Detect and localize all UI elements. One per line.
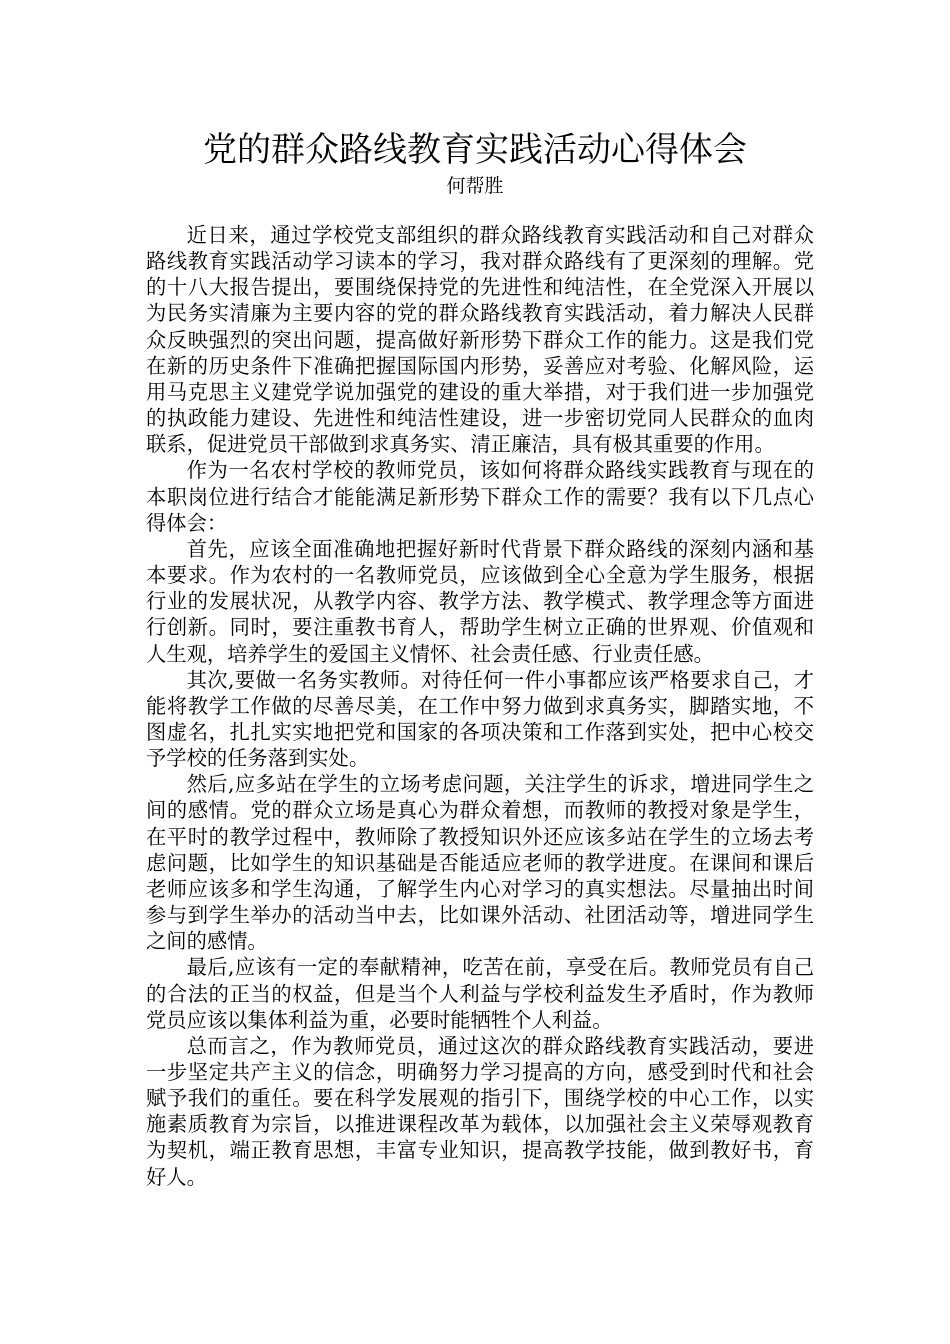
document-title: 党的群众路线教育实践活动心得体会 <box>203 130 747 170</box>
document-body <box>146 222 814 1190</box>
paragraph-fourth-point: 最后,应该有一定的奉献精神，吃苦在前，享受在后。教师党员有自己的合法的正当的权益，但是当个人利益与学校利益发生矛盾时，作为教师党员应该以集体利益为重，必要时能牺牲个人利益。 <box>146 955 814 1032</box>
paragraph-third-point: 然后,应多站在学生的立场考虑问题，关注学生的诉求，增进同学生之间的感情。党的群众立场是真心为群众着想，而教师的教授对象是学生，在平时的教学过程中，教师除了教授知识外还应该多站在学生的立场去考虑问题，比如学生的知识基础是否能适应老师的教学进度。在课间和课后老师应该多和学生沟通，了解学生内心对学习的真实想法。尽量抽出时间参与到学生举办的活动当中去，比如课外活动、社团活动等，增进同学生之间的感情。 <box>146 772 814 954</box>
paragraph-second-point: 其次,要做一名务实教师。对待任何一件小事都应该严格要求自己，才能将教学工作做的尽善尽美，在工作中努力做到求真务实，脚踏实地，不图虚名，扎扎实实地把党和国家的各项决策和工作落到实处，把中心校交予学校的任务落到实处。 <box>146 667 814 771</box>
paragraph-first-point: 首先，应该全面准确地把握好新时代背景下群众路线的深刻内涵和基本要求。作为农村的一名教师党员，应该做到全心全意为学生服务，根据行业的发展状况，从教学内容、教学方法、教学模式、教学理念等方面进行创新。同时，要注重教书育人，帮助学生树立正确的世界观、价值观和人生观，培养学生的爱国主义情怀、社会责任感、行业责任感。 <box>146 536 814 666</box>
paragraph-question: 作为一名农村学校的教师党员，该如何将群众路线实践教育与现在的本职岗位进行结合才能能满足新形势下群众工作的需要？我有以下几点心得体会： <box>146 458 814 535</box>
document-author: 何帮胜 <box>446 175 504 197</box>
paragraph-conclusion: 总而言之，作为教师党员，通过这次的群众路线教育实践活动，要进一步坚定共产主义的信念，明确努力学习提高的方向，感受到时代和社会赋予我们的重任。要在科学发展观的指引下，围绕学校的中心工作，以实施素质教育为宗旨，以推进课程改革为载体，以加强社会主义荣辱观教育为契机，端正教育思想，丰富专业知识，提高教学技能，做到教好书，育好人。 <box>146 1033 814 1189</box>
paragraph-intro: 近日来，通过学校党支部组织的群众路线教育实践活动和自己对群众路线教育实践活动学习读本的学习，我对群众路线有了更深刻的理解。党的十八大报告提出，要围绕保持党的先进性和纯洁性，在全党深入开展以为民务实清廉为主要内容的党的群众路线教育实践活动，着力解决人民群众反映强烈的突出问题，提高做好新形势下群众工作的能力。这是我们党在新的历史条件下准确把握国际国内形势，妥善应对考验、化解风险，运用马克思主义建党学说加强党的建设的重大举措，对于我们进一步加强党的执政能力建设、先进性和纯洁性建设，进一步密切党同人民群众的血肉联系，促进党员干部做到求真务实、清正廉洁，具有极其重要的作用。 <box>146 223 814 457</box>
